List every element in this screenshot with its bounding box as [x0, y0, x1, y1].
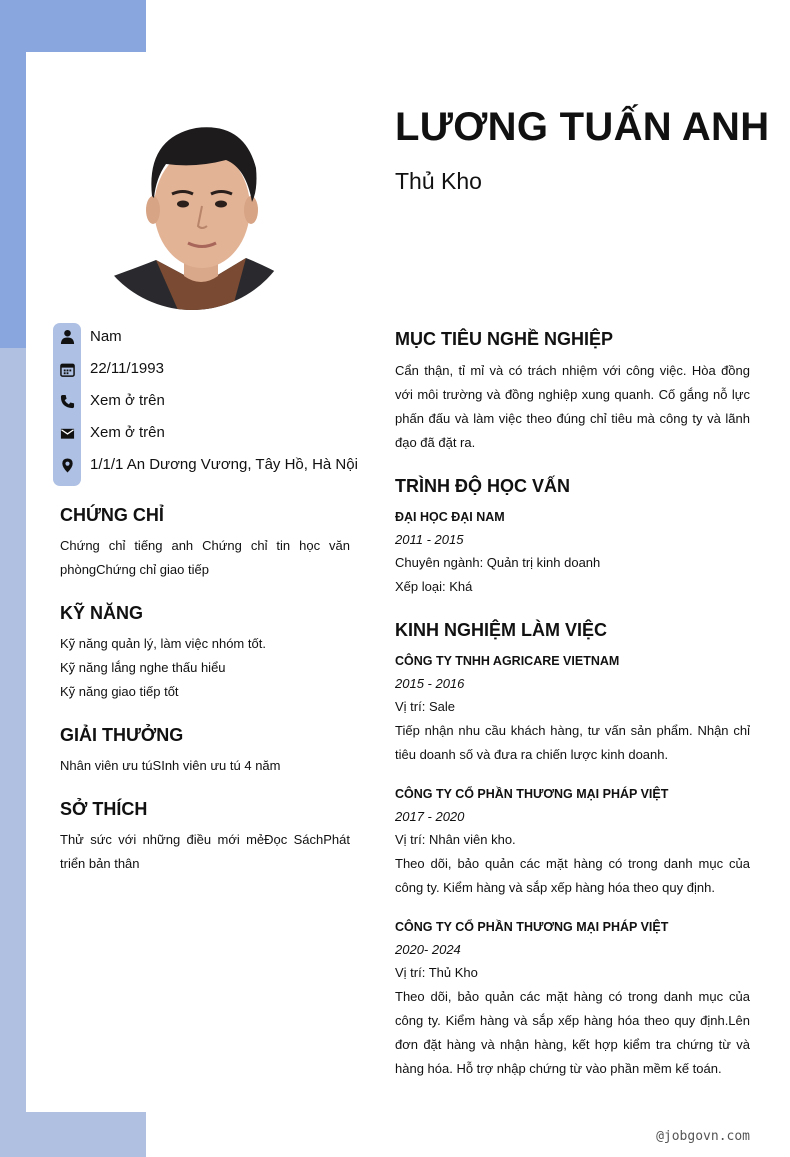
- contact-birthday: 22/11/1993: [90, 360, 164, 377]
- job-position: Vị trí: Nhân viên kho.: [395, 832, 516, 847]
- awards-text: Nhân viên ưu túSInh viên ưu tú 4 năm: [60, 758, 281, 773]
- job-period: 2020- 2024: [395, 942, 461, 957]
- skill-item: Kỹ năng lắng nghe thấu hiểu: [60, 660, 226, 675]
- hobbies-title: SỞ THÍCH: [60, 799, 148, 819]
- job-description: Theo dõi, bảo quản các mặt hàng có trong danh mục của công ty. Kiểm hàng và sắp xếp hàng hóa theo quy định.Lên đơn đặt hàng và nhận hàng, kết hợp kiểm tra chứng từ và hàng hóa. Hỗ trợ nhập chứng từ vào phần mềm kế toán.: [395, 989, 750, 1076]
- education-title: TRÌNH ĐỘ HỌC VẤN: [395, 476, 570, 496]
- experience-title: KINH NGHIỆM LÀM VIỆC: [395, 620, 608, 640]
- job-company: CÔNG TY CỔ PHẦN THƯƠNG MẠI PHÁP VIỆT: [395, 920, 669, 934]
- contact-gender: Nam: [90, 328, 122, 345]
- job-position: Vị trí: Sale: [395, 699, 455, 714]
- candidate-name: LƯƠNG TUẤN ANH: [395, 105, 770, 149]
- hobbies-text: Thử sức với những điều mới mẻĐọc SáchPhát triển bản thân: [60, 832, 350, 871]
- profile-photo: [86, 98, 298, 310]
- education-grade: Xếp loại: Khá: [395, 579, 473, 594]
- job-description: Tiếp nhận nhu cầu khách hàng, tư vấn sản phẩm. Nhận chỉ tiêu doanh số và đưa ra chiến lược kinh doanh.: [395, 723, 750, 762]
- contact-email: Xem ở trên: [90, 424, 165, 441]
- job-position: Vị trí: Thủ Kho: [395, 965, 478, 980]
- mail-icon: [60, 426, 75, 441]
- footer-watermark: @jobgovn.com: [656, 1129, 750, 1144]
- calendar-icon: [60, 362, 75, 377]
- job-company: CÔNG TY CỔ PHẦN THƯƠNG MẠI PHÁP VIỆT: [395, 787, 669, 801]
- job-description: Theo dõi, bảo quản các mặt hàng có trong danh mục của công ty. Kiểm hàng và sắp xếp hàng hóa theo quy định.: [395, 856, 750, 895]
- education-major: Chuyên ngành: Quản trị kinh doanh: [395, 555, 601, 570]
- objective-text: Cẩn thận, tỉ mỉ và có trách nhiệm với công việc. Hòa đồng với môi trường và đồng nghiệp xung quanh. Cố gắng nỗ lực phấn đấu và làm việc theo đúng chỉ tiêu mà công ty và lãnh đạo đã đặt ra.: [395, 363, 750, 450]
- job-period: 2015 - 2016: [395, 676, 465, 691]
- objective-title: MỤC TIÊU NGHỀ NGHIỆP: [395, 329, 614, 349]
- candidate-role: Thủ Kho: [395, 168, 482, 194]
- job-period: 2017 - 2020: [395, 809, 465, 824]
- awards-title: GIẢI THƯỞNG: [60, 725, 184, 745]
- user-icon: [60, 329, 75, 344]
- phone-icon: [60, 394, 75, 409]
- certificates-text: Chứng chỉ tiếng anh Chứng chỉ tin học văn phòngChứng chỉ giao tiếp: [60, 538, 350, 577]
- job-company: CÔNG TY TNHH AGRICARE VIETNAM: [395, 654, 620, 668]
- skill-item: Kỹ năng giao tiếp tốt: [60, 684, 179, 699]
- education-school: ĐẠI HỌC ĐẠI NAM: [395, 510, 505, 524]
- skills-title: KỸ NĂNG: [60, 603, 144, 623]
- location-pin-icon: [60, 458, 75, 473]
- contact-phone: Xem ở trên: [90, 392, 165, 409]
- contact-address: 1/1/1 An Dương Vương, Tây Hồ, Hà Nội: [90, 456, 358, 473]
- education-period: 2011 - 2015: [395, 532, 464, 547]
- certificates-title: CHỨNG CHỈ: [60, 505, 164, 525]
- skill-item: Kỹ năng quản lý, làm việc nhóm tốt.: [60, 636, 266, 651]
